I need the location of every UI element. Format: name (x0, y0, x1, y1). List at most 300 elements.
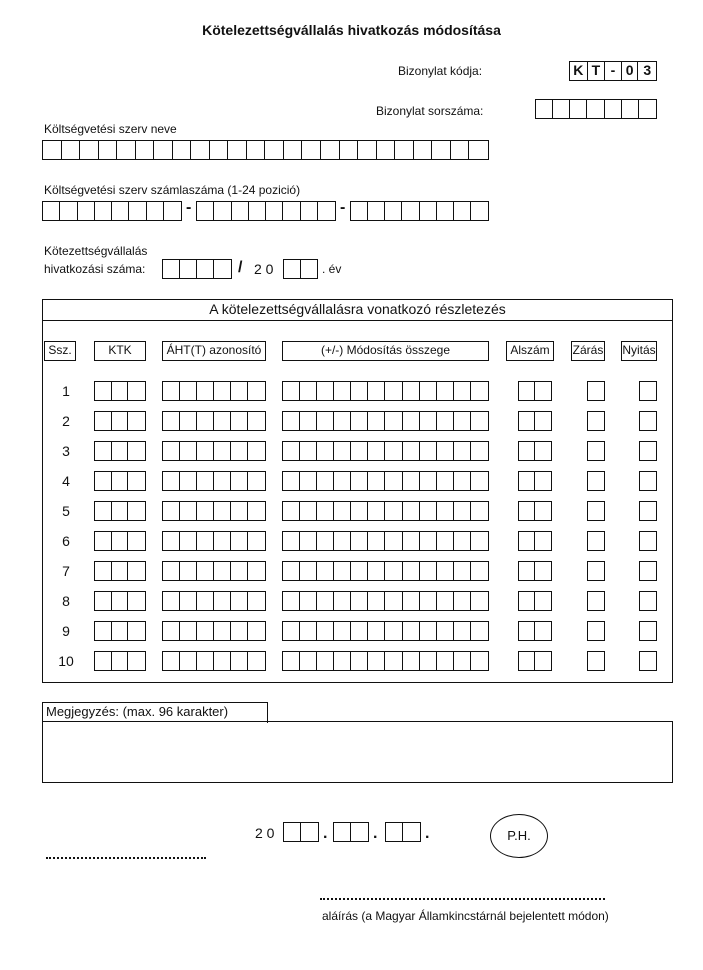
column-header-open: Nyitás (621, 341, 657, 361)
amount-field[interactable] (282, 621, 489, 641)
char-box (95, 592, 112, 610)
char-box (317, 532, 334, 550)
row-number: 9 (62, 623, 70, 639)
note-field[interactable] (42, 721, 673, 783)
column-header-subnumber: Alszám (506, 341, 554, 361)
char-box (351, 502, 368, 520)
char-box (377, 141, 396, 159)
aht-id-field[interactable] (162, 501, 266, 521)
char-box (395, 141, 414, 159)
char-box (640, 652, 656, 670)
char-box (640, 532, 656, 550)
char-box (95, 412, 112, 430)
char-box (163, 592, 180, 610)
char-box (351, 652, 368, 670)
aht-id-field[interactable] (162, 471, 266, 491)
ktk-field[interactable] (94, 381, 146, 401)
account-number-part-3[interactable] (350, 201, 489, 221)
char-box (588, 382, 604, 400)
char-box (180, 502, 197, 520)
char-box (112, 652, 129, 670)
char-box (231, 622, 248, 640)
char-box (99, 141, 118, 159)
char-box (437, 202, 454, 220)
date-dot: . (373, 825, 378, 842)
subnumber-field[interactable] (518, 621, 552, 641)
aht-id-field[interactable] (162, 381, 266, 401)
char-box (471, 472, 488, 490)
close-checkbox[interactable] (587, 411, 605, 431)
subnumber-field[interactable] (518, 411, 552, 431)
char-box (128, 592, 145, 610)
char-box (128, 622, 145, 640)
char-box (95, 652, 112, 670)
char-box (300, 592, 317, 610)
char-box (180, 260, 197, 278)
char-box (640, 382, 656, 400)
char-box (368, 562, 385, 580)
char-box (284, 141, 303, 159)
open-checkbox[interactable] (639, 501, 657, 521)
char-box (437, 412, 454, 430)
char-box (471, 622, 488, 640)
char-box (588, 442, 604, 460)
char-box (197, 532, 214, 550)
char-box (95, 532, 112, 550)
open-checkbox[interactable] (639, 621, 657, 641)
stamp-placeholder: P.H. (490, 814, 548, 858)
char-box (351, 442, 368, 460)
char-box (385, 622, 402, 640)
close-checkbox[interactable] (587, 591, 605, 611)
char-box (248, 532, 265, 550)
char-box (283, 562, 300, 580)
note-label: Megjegyzés: (max. 96 karakter) (46, 704, 229, 719)
char-box (283, 652, 300, 670)
char-box (640, 592, 656, 610)
char-box (437, 652, 454, 670)
char-box (334, 382, 351, 400)
char-box (231, 592, 248, 610)
document-code-boxes (569, 61, 657, 81)
char-box (112, 532, 129, 550)
amount-field[interactable] (282, 651, 489, 671)
char-box (163, 472, 180, 490)
char-box (471, 202, 488, 220)
char-box (180, 622, 197, 640)
amount-field[interactable] (282, 501, 489, 521)
char-box (318, 202, 335, 220)
char-box (351, 472, 368, 490)
char-box (403, 472, 420, 490)
close-checkbox[interactable] (587, 621, 605, 641)
char-box (214, 382, 231, 400)
char-box (454, 562, 471, 580)
char-box (180, 652, 197, 670)
char-box (368, 622, 385, 640)
subnumber-field[interactable] (518, 561, 552, 581)
close-checkbox[interactable] (587, 561, 605, 581)
char-box (284, 823, 301, 841)
char-box (112, 502, 129, 520)
char-box (588, 622, 604, 640)
char-box (180, 382, 197, 400)
char-box (248, 442, 265, 460)
account-separator: - (340, 199, 346, 216)
date-day-field[interactable] (385, 822, 421, 842)
char-box (197, 442, 214, 460)
char-box (112, 442, 129, 460)
char-box (403, 412, 420, 430)
date-month-field[interactable] (333, 822, 369, 842)
char-box (535, 652, 551, 670)
char-box (112, 622, 129, 640)
char-box (300, 532, 317, 550)
row-number: 1 (62, 383, 70, 399)
char-box (284, 260, 301, 278)
subnumber-field[interactable] (518, 651, 552, 671)
char-box (403, 502, 420, 520)
ktk-field[interactable] (94, 591, 146, 611)
char-box (640, 622, 656, 640)
char-box (535, 502, 551, 520)
char-box (197, 592, 214, 610)
org-name-field[interactable] (42, 140, 489, 160)
char-box (214, 412, 231, 430)
char-box (471, 442, 488, 460)
place-line (46, 857, 206, 859)
close-checkbox[interactable] (587, 471, 605, 491)
row-number: 6 (62, 533, 70, 549)
char-box (317, 412, 334, 430)
char-box (588, 472, 604, 490)
subnumber-field[interactable] (518, 591, 552, 611)
aht-id-field[interactable] (162, 651, 266, 671)
char-box (283, 412, 300, 430)
char-box (385, 472, 402, 490)
close-checkbox[interactable] (587, 441, 605, 461)
char-box (163, 382, 180, 400)
char-box (385, 202, 402, 220)
char-box (317, 442, 334, 460)
char-box (214, 532, 231, 550)
char-box (231, 532, 248, 550)
char-box (248, 652, 265, 670)
row-number: 4 (62, 473, 70, 489)
char-box (283, 382, 300, 400)
char-box (368, 532, 385, 550)
char-box (385, 652, 402, 670)
ktk-field[interactable] (94, 651, 146, 671)
char-box (334, 412, 351, 430)
char-box (180, 412, 197, 430)
char-box (95, 622, 112, 640)
char-box (78, 202, 95, 220)
subnumber-field[interactable] (518, 441, 552, 461)
char-box (214, 260, 231, 278)
char-box (420, 202, 437, 220)
char-box (471, 592, 488, 610)
char-box (454, 622, 471, 640)
char-box (112, 562, 129, 580)
char-box (471, 502, 488, 520)
row-number: 10 (58, 653, 74, 669)
char-box (358, 141, 377, 159)
char-box (214, 472, 231, 490)
char-box (420, 532, 437, 550)
ktk-field[interactable] (94, 501, 146, 521)
char-box (351, 622, 368, 640)
account-number-label: Költségvetési szerv számlaszáma (1-24 pozició) (44, 183, 301, 197)
char-box (334, 652, 351, 670)
aht-id-field[interactable] (162, 591, 266, 611)
char-box (95, 202, 112, 220)
char-box (403, 442, 420, 460)
aht-id-field[interactable] (162, 441, 266, 461)
aht-id-field[interactable] (162, 411, 266, 431)
aht-id-field[interactable] (162, 621, 266, 641)
ktk-field[interactable] (94, 471, 146, 491)
char-box (62, 141, 81, 159)
char-box (317, 562, 334, 580)
column-header-ktk: KTK (94, 341, 146, 361)
details-heading: A kötelezettségvállalásra vonatkozó részletezés (209, 301, 506, 317)
char-box (301, 260, 318, 278)
amount-field[interactable] (282, 441, 489, 461)
char-box (351, 562, 368, 580)
char-box (454, 502, 471, 520)
char-box (248, 502, 265, 520)
char-box (368, 382, 385, 400)
reference-number-field[interactable] (162, 259, 232, 279)
details-heading-divider (42, 320, 673, 321)
char-box (180, 592, 197, 610)
open-checkbox[interactable] (639, 561, 657, 581)
char-box (197, 202, 214, 220)
char-box (403, 532, 420, 550)
char-box (128, 442, 145, 460)
char-box (385, 532, 402, 550)
open-checkbox[interactable] (639, 441, 657, 461)
char-box (301, 823, 318, 841)
char-box (128, 412, 145, 430)
char-box (163, 442, 180, 460)
char-box (588, 502, 604, 520)
char-box (437, 622, 454, 640)
char-box (437, 472, 454, 490)
char-box (95, 472, 112, 490)
char-box (300, 472, 317, 490)
char-box (317, 622, 334, 640)
char-box (403, 592, 420, 610)
char-box (231, 442, 248, 460)
char-box (129, 202, 146, 220)
char-box (519, 592, 535, 610)
close-checkbox[interactable] (587, 531, 605, 551)
open-checkbox[interactable] (639, 411, 657, 431)
char-box (283, 202, 300, 220)
char-box (248, 472, 265, 490)
char-box (454, 412, 471, 430)
subnumber-field[interactable] (518, 381, 552, 401)
ktk-field[interactable] (94, 441, 146, 461)
char-box (334, 622, 351, 640)
subnumber-field[interactable] (518, 501, 552, 521)
char-box (334, 502, 351, 520)
code-char: - (605, 62, 622, 80)
account-number-part-2[interactable] (196, 201, 336, 221)
char-box (351, 202, 368, 220)
char-box (420, 652, 437, 670)
char-box (535, 442, 551, 460)
reference-slash: / (238, 259, 243, 276)
document-serial-field[interactable] (535, 99, 657, 119)
char-box (588, 592, 604, 610)
char-box (420, 382, 437, 400)
char-box (420, 592, 437, 610)
ktk-field[interactable] (94, 531, 146, 551)
reference-year-field[interactable] (283, 259, 318, 279)
open-checkbox[interactable] (639, 381, 657, 401)
char-box (622, 100, 639, 118)
char-box (248, 562, 265, 580)
char-box (469, 141, 488, 159)
char-box (403, 562, 420, 580)
char-box (197, 502, 214, 520)
char-box (231, 472, 248, 490)
open-checkbox[interactable] (639, 531, 657, 551)
char-box (351, 592, 368, 610)
char-box (197, 622, 214, 640)
char-box (471, 652, 488, 670)
char-box (231, 412, 248, 430)
char-box (180, 442, 197, 460)
char-box (368, 472, 385, 490)
char-box (334, 532, 351, 550)
char-box (197, 472, 214, 490)
char-box (519, 442, 535, 460)
char-box (519, 532, 535, 550)
char-box (214, 562, 231, 580)
open-checkbox[interactable] (639, 591, 657, 611)
char-box (128, 652, 145, 670)
char-box (640, 412, 656, 430)
char-box (639, 100, 656, 118)
column-header-close: Zárás (571, 341, 605, 361)
aht-id-field[interactable] (162, 561, 266, 581)
close-checkbox[interactable] (587, 651, 605, 671)
char-box (180, 472, 197, 490)
char-box (317, 592, 334, 610)
close-checkbox[interactable] (587, 381, 605, 401)
char-box (136, 141, 155, 159)
char-box (588, 562, 604, 580)
char-box (283, 532, 300, 550)
char-box (553, 100, 570, 118)
char-box (283, 472, 300, 490)
char-box (403, 382, 420, 400)
reference-label-line2: hivatkozási száma: (44, 262, 146, 276)
char-box (432, 141, 451, 159)
char-box (266, 202, 283, 220)
char-box (402, 202, 419, 220)
char-box (437, 592, 454, 610)
char-box (197, 260, 214, 278)
amount-field[interactable] (282, 561, 489, 581)
form-title: Kötelezettségvállalás hivatkozás módosítása (202, 22, 501, 38)
char-box (519, 562, 535, 580)
char-box (214, 652, 231, 670)
char-box (300, 442, 317, 460)
char-box (334, 442, 351, 460)
char-box (420, 472, 437, 490)
char-box (147, 202, 164, 220)
char-box (128, 562, 145, 580)
char-box (191, 141, 210, 159)
ktk-field[interactable] (94, 561, 146, 581)
char-box (351, 823, 368, 841)
char-box (283, 442, 300, 460)
char-box (414, 141, 433, 159)
document-code-label: Bizonylat kódja: (398, 64, 483, 78)
char-box (588, 532, 604, 550)
char-box (163, 622, 180, 640)
char-box (437, 502, 454, 520)
amount-field[interactable] (282, 591, 489, 611)
char-box (351, 382, 368, 400)
char-box (385, 502, 402, 520)
subnumber-field[interactable] (518, 531, 552, 551)
amount-field[interactable] (282, 381, 489, 401)
char-box (368, 412, 385, 430)
char-box (283, 502, 300, 520)
open-checkbox[interactable] (639, 471, 657, 491)
char-box (519, 622, 535, 640)
subnumber-field[interactable] (518, 471, 552, 491)
date-year-field[interactable] (283, 822, 319, 842)
char-box (173, 141, 192, 159)
char-box (334, 592, 351, 610)
char-box (535, 472, 551, 490)
char-box (80, 141, 99, 159)
document-serial-label: Bizonylat sorszáma: (376, 104, 484, 118)
ktk-field[interactable] (94, 621, 146, 641)
amount-field[interactable] (282, 471, 489, 491)
row-number: 3 (62, 443, 70, 459)
amount-field[interactable] (282, 411, 489, 431)
char-box (368, 442, 385, 460)
row-number: 2 (62, 413, 70, 429)
signature-label: aláírás (a Magyar Államkincstárnál bejelentett módon) (322, 909, 609, 923)
char-box (368, 592, 385, 610)
char-box (519, 382, 535, 400)
char-box (535, 592, 551, 610)
account-separator: - (186, 199, 192, 216)
char-box (420, 442, 437, 460)
close-checkbox[interactable] (587, 501, 605, 521)
amount-field[interactable] (282, 531, 489, 551)
char-box (283, 592, 300, 610)
char-box (385, 592, 402, 610)
account-number-part-1[interactable] (42, 201, 182, 221)
char-box (283, 622, 300, 640)
char-box (640, 472, 656, 490)
date-year-prefix: 2 0 (255, 825, 275, 841)
char-box (95, 562, 112, 580)
aht-id-field[interactable] (162, 531, 266, 551)
open-checkbox[interactable] (639, 651, 657, 671)
ktk-field[interactable] (94, 411, 146, 431)
